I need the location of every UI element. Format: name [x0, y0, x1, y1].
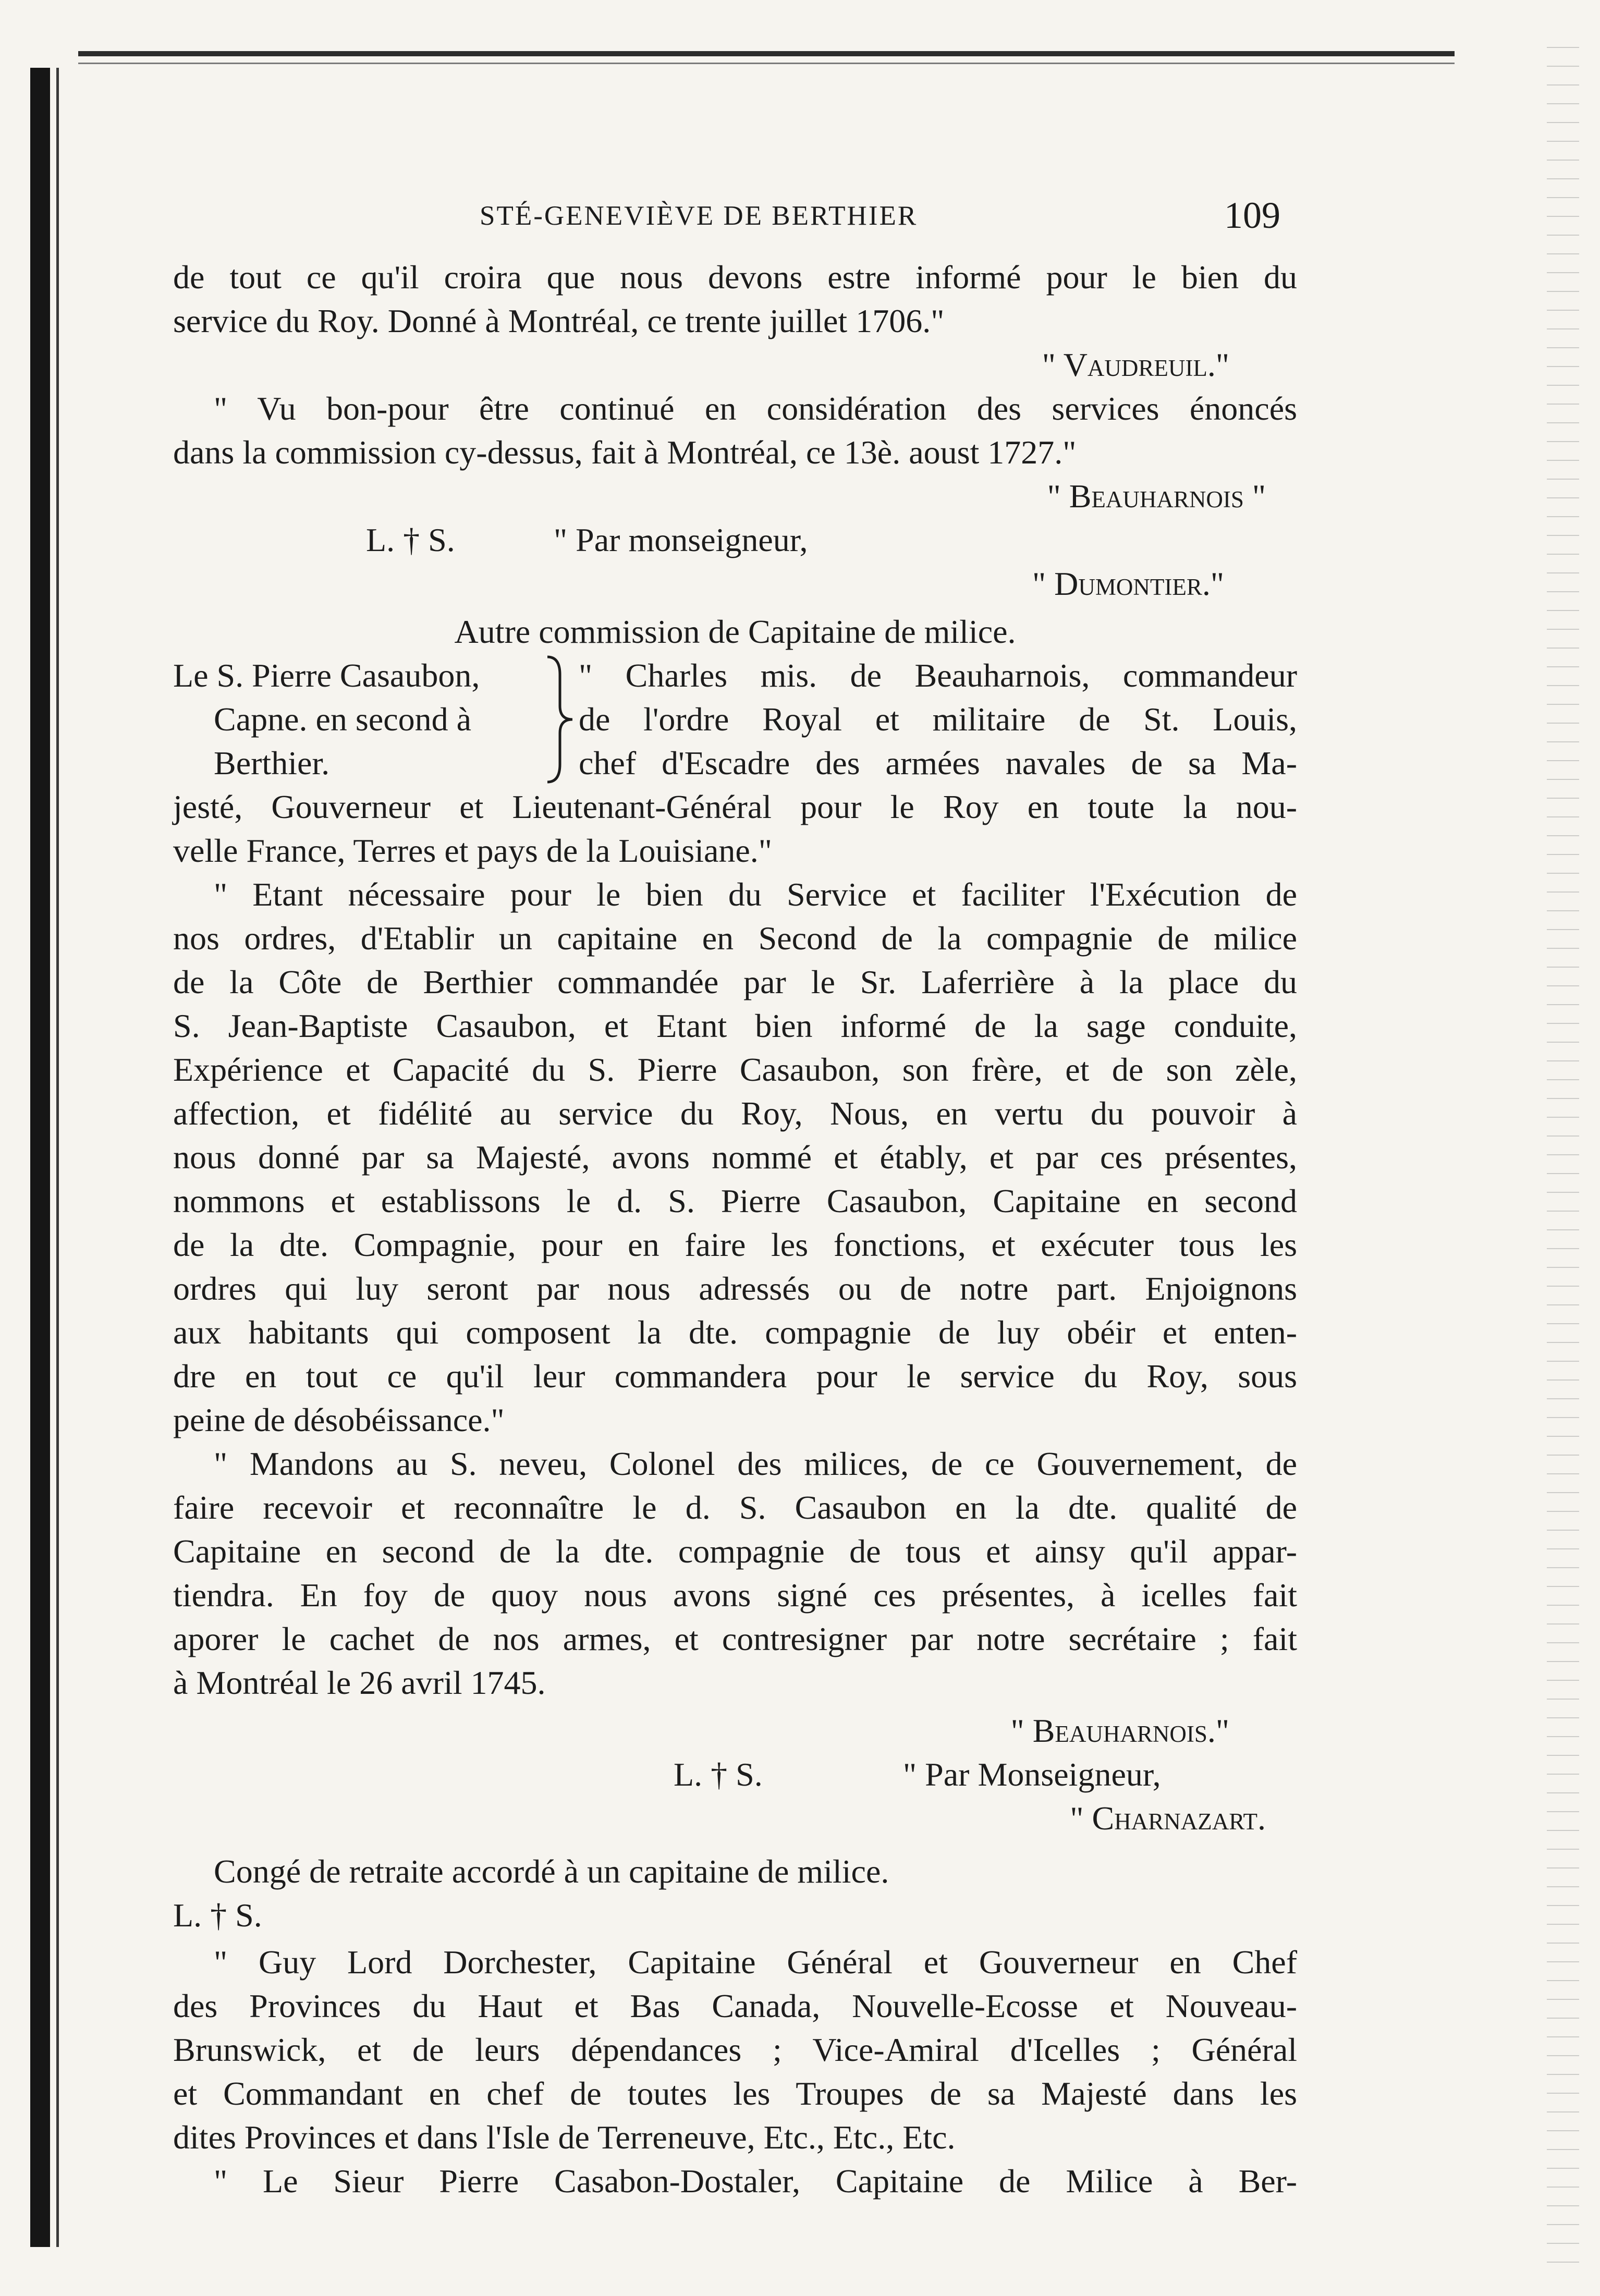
text-line: service du Roy. Donné à Montréal, ce trente juillet 1706." — [173, 302, 945, 339]
text-line: " Guy Lord Dorchester, Capitaine Général et Gouverneur en Chef — [214, 1944, 1297, 1981]
text-line: dre en tout ce qu'il leur commandera pour le service du Roy, sous — [173, 1358, 1297, 1395]
text-line: nous donné par sa Majesté, avons nommé et étably, et par ces présentes, — [173, 1139, 1297, 1176]
text-line: jesté, Gouverneur et Lieutenant-Général pour le Roy en toute la nou- — [173, 788, 1297, 825]
seal-mark: L. † S. — [674, 1756, 763, 1793]
text-line: " Charles mis. de Beauharnois, commandeur — [579, 657, 1297, 694]
text-line: " Vu bon-pour être continué en considération des services énoncés — [214, 390, 1297, 427]
text-line: nos ordres, d'Etablir un capitaine en Second de la compagnie de milice — [173, 920, 1297, 957]
text-line: peine de désobéissance." — [173, 1401, 505, 1438]
signature: " Charnazart. — [1070, 1800, 1266, 1837]
text-line: ordres qui luy seront par nous adressés ou de notre part. Enjoignons — [173, 1270, 1297, 1307]
text-line: " Le Sieur Pierre Casabon-Dostaler, Capitaine de Milice à Ber- — [214, 2163, 1297, 2200]
title-lines — [579, 654, 1297, 785]
seal-mark: L. † S. — [173, 1897, 262, 1934]
text-line: S. Jean-Baptiste Casaubon, et Etant bien informé de la sage conduite, — [173, 1007, 1297, 1044]
binding-shadow — [30, 68, 50, 2247]
brace-icon — [542, 654, 579, 785]
binding-line — [56, 68, 59, 2247]
page-edge — [1547, 47, 1579, 2268]
text-line: nommons et establissons le d. S. Pierre Casaubon, Capitaine en second — [173, 1182, 1297, 1219]
text-line: " Etant nécessaire pour le bien du Service et faciliter l'Exécution de — [214, 876, 1297, 913]
text-line: dites Provinces et dans l'Isle de Terreneuve, Etc., Etc., Etc. — [173, 2119, 956, 2156]
text-line: de la Côte de Berthier commandée par le Sr. Laferrière à la place du — [173, 963, 1297, 1000]
signature: " Dumontier." — [1032, 565, 1224, 602]
top-rule-thin — [78, 63, 1455, 64]
text-line: Brunswick, et de leurs dépendances ; Vice-Amiral d'Icelles ; Général — [173, 2031, 1297, 2068]
top-rule — [78, 51, 1455, 56]
marginal-note — [173, 654, 542, 785]
seal-row — [173, 1753, 1297, 1797]
text-line: Expérience et Capacité du S. Pierre Casaubon, son frère, et de son zèle, — [173, 1051, 1297, 1088]
section-heading: Congé de retraite accordé à un capitaine de milice. — [214, 1853, 889, 1890]
text-line: aporer le cachet de nos armes, et contresigner par notre secrétaire ; fait — [173, 1620, 1297, 1657]
marginal-line: Le S. Pierre Casaubon, — [173, 657, 480, 694]
marginal-line: Capne. en second à — [214, 701, 472, 738]
text-line: de tout ce qu'il croira que nous devons estre informé pour le bien du — [173, 259, 1297, 296]
seal-row — [173, 518, 1297, 562]
text-line: chef d'Escadre des armées navales de sa Ma- — [579, 744, 1297, 781]
text-line: dans la commission cy-dessus, fait à Montréal, ce 13è. aoust 1727." — [173, 434, 1077, 471]
countersign-label: " Par Monseigneur, — [903, 1756, 1161, 1793]
countersign-label: " Par monseigneur, — [554, 521, 808, 558]
text-line: faire recevoir et reconnaître le d. S. Casaubon en la dte. qualité de — [173, 1489, 1297, 1526]
page-body — [173, 255, 1297, 2203]
section-heading: Autre commission de Capitaine de milice. — [454, 613, 1016, 650]
page-number: 109 — [1224, 194, 1280, 236]
text-line: à Montréal le 26 avril 1745. — [173, 1664, 546, 1701]
marginal-line: Berthier. — [214, 744, 330, 781]
text-line: " Mandons au S. neveu, Colonel des milices, de ce Gouvernement, de — [214, 1445, 1297, 1482]
running-title: STÉ-GENEVIÈVE DE BERTHIER — [480, 201, 918, 231]
text-line: de l'ordre Royal et militaire de St. Louis, — [579, 701, 1297, 738]
bracket-block — [173, 654, 1297, 785]
page-header — [363, 194, 1280, 247]
signature: " Vaudreuil." — [1042, 346, 1229, 383]
text-line: tiendra. En foy de quoy nous avons signé ces présentes, à icelles fait — [173, 1577, 1297, 1614]
text-line: aux habitants qui composent la dte. compagnie de luy obéir et enten- — [173, 1314, 1297, 1351]
text-line: et Commandant en chef de toutes les Troupes de sa Majesté dans les — [173, 2075, 1297, 2112]
text-line: des Provinces du Haut et Bas Canada, Nouvelle-Ecosse et Nouveau- — [173, 1987, 1297, 2024]
seal-mark: L. † S. — [366, 521, 455, 558]
signature: " Beauharnois." — [1010, 1712, 1229, 1749]
signature: " Beauharnois " — [1047, 478, 1266, 515]
text-line: velle France, Terres et pays de la Louisiane." — [173, 832, 772, 869]
text-line: de la dte. Compagnie, pour en faire les fonctions, et exécuter tous les — [173, 1226, 1297, 1263]
text-line: Capitaine en second de la dte. compagnie de tous et ainsy qu'il appar- — [173, 1533, 1297, 1570]
text-line: affection, et fidélité au service du Roy, Nous, en vertu du pouvoir à — [173, 1095, 1297, 1132]
